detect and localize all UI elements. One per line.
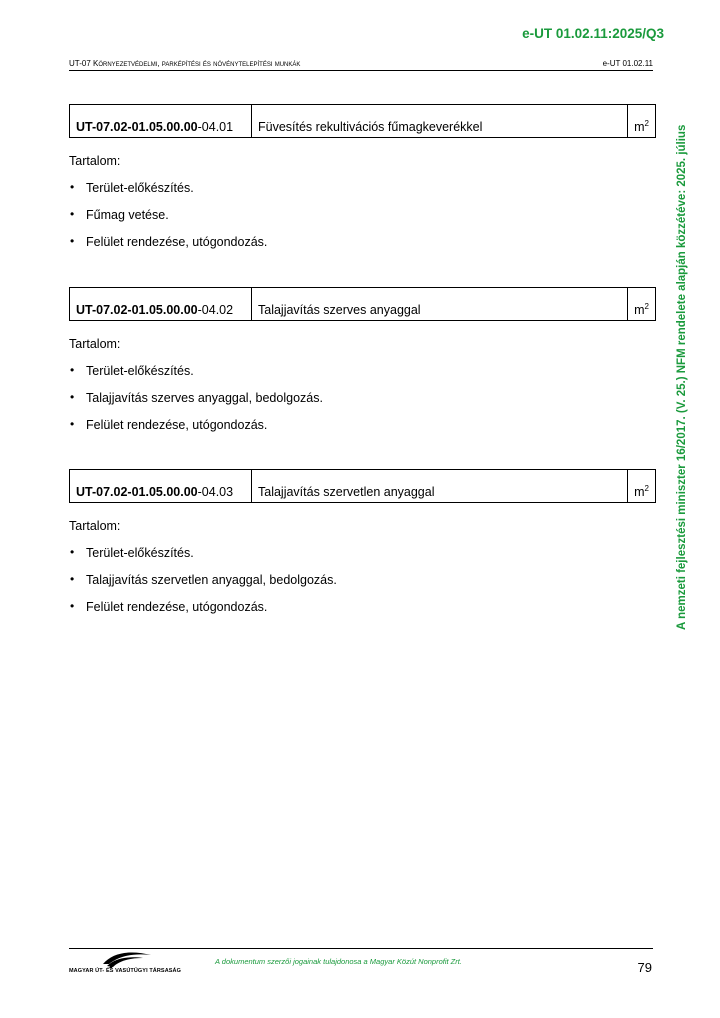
item-code <box>70 288 252 321</box>
work-item-table <box>69 469 656 503</box>
item-code-suffix: -04.01 <box>197 120 234 135</box>
item-code-main: UT-07.02-01.05.00.00 <box>76 120 198 135</box>
copyright-notice: A dokumentum szerzői jogainak tulajdonosa a Magyar Közút Nonprofit Zrt. <box>215 957 462 966</box>
item-unit: $m^2$ <box>628 470 656 503</box>
society-logo-text: MAGYAR ÚT- ÉS VASÚTÜGYI TÁRSASÁG <box>69 968 181 974</box>
list-item: • Terület-előkészítés. <box>69 546 656 560</box>
item-title: Talajjavítás szervetlen anyaggal <box>252 470 628 503</box>
running-header-right: e-UT 01.02.11 <box>602 59 653 68</box>
list-item: • Terület-előkészítés. <box>69 364 656 378</box>
page-number: 79 <box>637 960 652 975</box>
logo-swoosh-icon <box>69 950 164 970</box>
item-code-suffix: -04.03 <box>197 485 234 500</box>
list-item: • Felület rendezése, utógondozás. <box>69 235 656 249</box>
list-item: • Felület rendezése, utógondozás. <box>69 600 656 614</box>
list-item: • Talajjavítás szervetlen anyaggal, bedolgozás. <box>69 573 656 587</box>
list-item: • Felület rendezése, utógondozás. <box>69 418 656 432</box>
list-item: • Fűmag vetése. <box>69 208 656 222</box>
item-code <box>70 105 252 138</box>
content-label: Tartalom: <box>69 154 121 169</box>
item-code-suffix: -04.02 <box>197 303 234 318</box>
work-item <box>69 287 656 432</box>
item-unit: $m^2$ <box>628 105 656 138</box>
item-unit: $m^2$ <box>628 288 656 321</box>
content-label: Tartalom: <box>69 337 121 352</box>
work-item-table <box>69 287 656 321</box>
item-code-main: UT-07.02-01.05.00.00 <box>76 485 198 500</box>
running-header-prefix: UT-07 <box>69 59 94 68</box>
work-item-table <box>69 104 656 138</box>
item-title: Talajjavítás szerves anyaggal <box>252 288 628 321</box>
work-item <box>69 104 656 249</box>
list-item: • Talajjavítás szerves anyaggal, bedolgozás. <box>69 391 656 405</box>
publication-side-note: A nemzeti fejlesztési miniszter 16/2017. (V. 25.) NFM rendelete alapján közzétéve: 2025. július <box>676 124 688 630</box>
item-title: Füvesítés rekultivációs fűmagkeverékkel <box>252 105 628 138</box>
content-list <box>69 181 656 249</box>
work-item <box>69 469 656 614</box>
item-code <box>70 470 252 503</box>
running-header-left <box>69 59 300 68</box>
footer-divider <box>69 948 653 949</box>
content-label: Tartalom: <box>69 519 121 534</box>
running-header <box>69 59 653 71</box>
society-logo <box>69 950 181 974</box>
content-list <box>69 364 656 432</box>
list-item: • Terület-előkészítés. <box>69 181 656 195</box>
running-header-title: Környezetvédelmi, parképítési és növénytelepítési munkák <box>93 59 301 68</box>
document-code: e-UT 01.02.11:2025/Q3 <box>522 26 664 41</box>
item-code-main: UT-07.02-01.05.00.00 <box>76 303 198 318</box>
content-list <box>69 546 656 614</box>
